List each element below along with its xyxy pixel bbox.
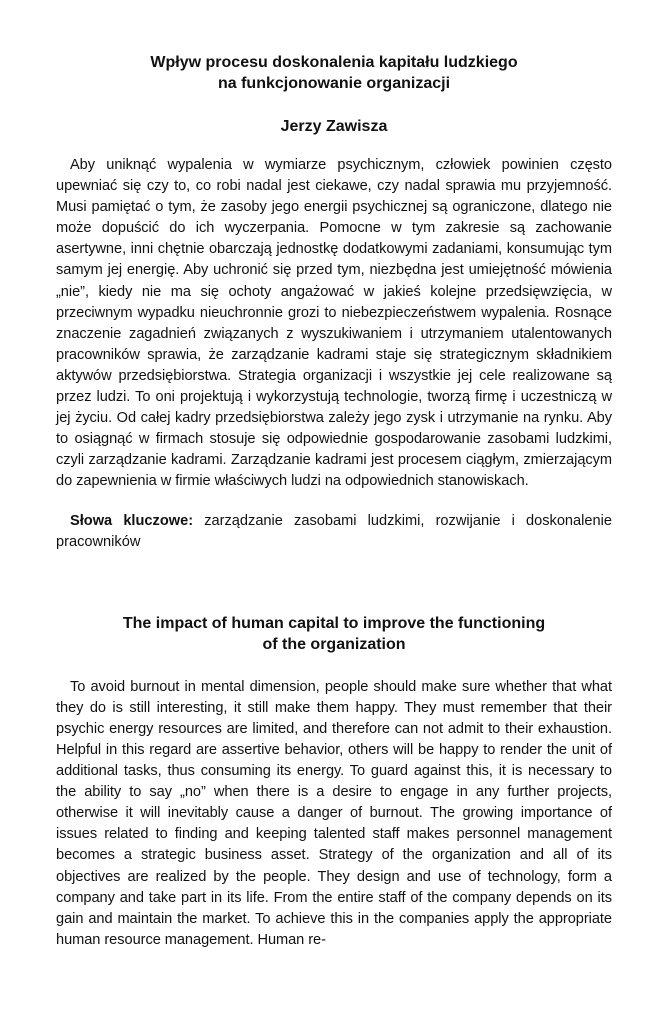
polish-abstract: Aby uniknąć wypalenia w wymiarze psychicznym, człowiek powinien często upewniać się czy to, co robi nadal jest ciekawe, czy nadal sprawia mu przyjemność. Musi pamiętać o tym, że zasoby jego energii psychicznej są ograniczone, dlatego nie może dopuścić do ich wyczerpania. Pomocne w tym zakresie są zachowanie asertywne, inni chętnie obarczają jednostkę dodatkowymi zadaniami, konsumując tym samym jej energię. Aby uchronić się przed tym, niezbędna jest umiejętność mówienia „nie”, kiedy nie ma się ochoty angażować w jakieś kolejne przedsięwzięcia, w przeciwnym wypadku nieuchronnie grozi to niebezpieczeństwem wypalenia. Rosnące znaczenie zagadnień związanych z wyszukiwaniem i utrzymaniem utalentowanych pracowników sprawia, że zarządzanie kadrami staje się strategicznym składnikiem aktywów przedsiębiorstwa. Strategia organizacji i wszystkie jej cele realizowane są przez ludzi. To oni projektują i wykorzystują technologie, tworzą firmę i uczestniczą w jej życiu. Od całej kadry przedsiębiorstwa zależy jego zysk i utrzymanie na rynku. Aby to osiągnąć w firmach stosuje się odpowiednie gospodarowanie zasobami ludzkimi, czyli zarządzanie kadrami. Zarządzanie kadrami jest procesem ciągłym, zmierzającym do zapewnienia w firmie właściwych ludzi na odpowiednich stanowiskach. [56,157,612,490]
polish-title-line1: Wpływ procesu doskonalenia kapitału ludzkiego [150,54,518,71]
keywords-text: zarządzanie zasobami ludzkimi, rozwijanie i doskonalenie pracowników [56,512,613,550]
english-abstract: To avoid burnout in mental dimension, people should make sure whether that what they do is still interesting, it still make them happy. They must remember that their psychic energy resources are limited, and therefore can not admit to their exhaustion. Helpful in this regard are assertive behavior, others will be happy to render the unit of additional tasks, thus consuming its energy. To guard against this, it is necessary to the ability to say „no” when there is a desire to engage in any further projects, otherwise it will inevitably cause a danger of burnout. The growing importance of issues related to finding and keeping talented staff makes personnel management becomes a strategic business asset. Strategy of the organization and all of its objectives are realized by the people. They design and use of technology, form a company and take part in its life. From the entire staff of the company depends on its gain and maintain the market. To achieve this in the companies apply the appropriate human resource management. Human re- [56,678,612,948]
english-title [56,613,612,655]
polish-title-line2: na funkcjonowanie organizacji [217,75,451,92]
keywords-label: Słowa kluczowe: [70,512,194,529]
polish-keywords [56,511,612,553]
author-name: Jerzy Zawisza [280,118,388,135]
document-page [56,52,612,951]
polish-title [56,52,612,94]
english-title-line2: of the organization [262,635,406,653]
english-title-line1: The impact of human capital to improve the functioning [122,614,546,632]
